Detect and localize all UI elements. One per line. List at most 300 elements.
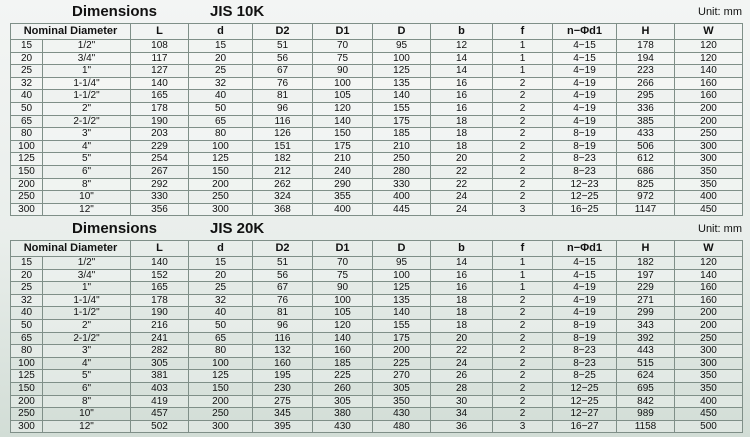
table-cell: 200 <box>675 319 743 332</box>
table-cell: 4−19 <box>553 307 617 320</box>
table-cell: 300 <box>675 153 743 166</box>
section-title: Dimensions <box>72 220 158 237</box>
table-cell: 2 <box>493 307 553 320</box>
table-cell: 1 <box>493 269 553 282</box>
table-cell: 117 <box>131 52 189 65</box>
table-cell: 70 <box>313 40 373 53</box>
jis-20k-title-row <box>0 217 750 240</box>
column-header: W <box>675 24 743 40</box>
table-cell: 400 <box>675 191 743 204</box>
table-cell: 25 <box>11 65 43 78</box>
table-cell: 175 <box>373 332 431 345</box>
table-cell: 100 <box>11 140 43 153</box>
table-row <box>11 269 743 282</box>
table-cell: 160 <box>675 282 743 295</box>
column-header: Nominal Diameter <box>11 241 131 257</box>
table-cell: 125 <box>189 370 253 383</box>
table-cell: 250 <box>373 153 431 166</box>
table-row <box>11 319 743 332</box>
table-cell: 150 <box>11 382 43 395</box>
column-header: D2 <box>253 241 313 257</box>
table-cell: 108 <box>131 40 189 53</box>
table-cell: 160 <box>253 357 313 370</box>
table-cell: 350 <box>675 178 743 191</box>
table-cell: 2 <box>493 191 553 204</box>
table-cell: 12 <box>431 40 493 53</box>
table-cell: 132 <box>253 345 313 358</box>
table-cell: 18 <box>431 128 493 141</box>
table-cell: 25 <box>189 282 253 295</box>
column-header: Nominal Diameter <box>11 24 131 40</box>
table-cell: 4−19 <box>553 65 617 78</box>
table-cell: 90 <box>313 282 373 295</box>
table-cell: 3" <box>43 128 131 141</box>
table-cell: 12−25 <box>553 382 617 395</box>
table-cell: 1" <box>43 282 131 295</box>
table-cell: 4−15 <box>553 257 617 270</box>
table-cell: 34 <box>431 408 493 421</box>
table-cell: 15 <box>11 257 43 270</box>
table-cell: 216 <box>131 319 189 332</box>
table-cell: 300 <box>189 420 253 433</box>
table-cell: 2 <box>493 345 553 358</box>
table-cell: 695 <box>617 382 675 395</box>
table-cell: 350 <box>675 382 743 395</box>
table-cell: 419 <box>131 395 189 408</box>
table-cell: 8" <box>43 178 131 191</box>
table-row <box>11 203 743 216</box>
table-cell: 140 <box>373 307 431 320</box>
table-cell: 5" <box>43 153 131 166</box>
table-cell: 1-1/4" <box>43 77 131 90</box>
table-cell: 8−23 <box>553 357 617 370</box>
table-cell: 125 <box>11 153 43 166</box>
table-cell: 2 <box>493 165 553 178</box>
table-cell: 20 <box>431 153 493 166</box>
table-cell: 151 <box>253 140 313 153</box>
table-cell: 18 <box>431 307 493 320</box>
table-cell: 2 <box>493 382 553 395</box>
column-header: L <box>131 241 189 257</box>
table-cell: 155 <box>373 102 431 115</box>
table-cell: 12−23 <box>553 178 617 191</box>
table-cell: 32 <box>11 294 43 307</box>
table-row <box>11 115 743 128</box>
table-cell: 32 <box>189 294 253 307</box>
table-cell: 12−25 <box>553 191 617 204</box>
table-cell: 6" <box>43 382 131 395</box>
table-cell: 8−23 <box>553 165 617 178</box>
table-cell: 200 <box>11 395 43 408</box>
table-cell: 2 <box>493 178 553 191</box>
table-cell: 299 <box>617 307 675 320</box>
table-cell: 140 <box>675 65 743 78</box>
table-cell: 56 <box>253 269 313 282</box>
column-header: D <box>373 24 431 40</box>
table-cell: 16 <box>431 102 493 115</box>
table-cell: 4−15 <box>553 269 617 282</box>
table-cell: 336 <box>617 102 675 115</box>
table-cell: 686 <box>617 165 675 178</box>
table-cell: 120 <box>313 102 373 115</box>
table-cell: 330 <box>373 178 431 191</box>
jis-10k-table <box>10 23 743 216</box>
table-cell: 305 <box>373 382 431 395</box>
table-cell: 2 <box>493 77 553 90</box>
table-cell: 612 <box>617 153 675 166</box>
table-cell: 8−19 <box>553 319 617 332</box>
table-cell: 182 <box>617 257 675 270</box>
column-header: f <box>493 241 553 257</box>
table-cell: 4" <box>43 357 131 370</box>
table-cell: 3/4" <box>43 52 131 65</box>
table-cell: 1/2" <box>43 257 131 270</box>
table-row <box>11 65 743 78</box>
jis-20k-table <box>10 240 743 433</box>
table-cell: 210 <box>313 153 373 166</box>
table-cell: 26 <box>431 370 493 383</box>
table-cell: 450 <box>675 408 743 421</box>
table-cell: 305 <box>313 395 373 408</box>
table-cell: 67 <box>253 65 313 78</box>
table-cell: 330 <box>131 191 189 204</box>
table-cell: 395 <box>253 420 313 433</box>
table-cell: 16 <box>431 90 493 103</box>
table-cell: 433 <box>617 128 675 141</box>
table-cell: 324 <box>253 191 313 204</box>
table-cell: 4−19 <box>553 77 617 90</box>
column-header: D2 <box>253 24 313 40</box>
table-cell: 4−19 <box>553 115 617 128</box>
table-cell: 2 <box>493 395 553 408</box>
table-cell: 40 <box>189 90 253 103</box>
table-cell: 20 <box>11 269 43 282</box>
table-cell: 75 <box>313 52 373 65</box>
table-cell: 51 <box>253 257 313 270</box>
table-cell: 22 <box>431 345 493 358</box>
table-cell: 267 <box>131 165 189 178</box>
table-cell: 229 <box>617 282 675 295</box>
unit-label: Unit: mm <box>698 223 742 235</box>
table-cell: 65 <box>11 115 43 128</box>
table-cell: 445 <box>373 203 431 216</box>
table-cell: 127 <box>131 65 189 78</box>
table-cell: 140 <box>131 77 189 90</box>
table-cell: 2 <box>493 408 553 421</box>
table-cell: 81 <box>253 90 313 103</box>
table-cell: 3 <box>493 203 553 216</box>
table-cell: 81 <box>253 307 313 320</box>
table-cell: 2" <box>43 102 131 115</box>
table-row <box>11 40 743 53</box>
table-cell: 250 <box>189 191 253 204</box>
table-row <box>11 382 743 395</box>
table-cell: 65 <box>189 332 253 345</box>
table-cell: 260 <box>313 382 373 395</box>
table-cell: 8−19 <box>553 140 617 153</box>
table-cell: 80 <box>11 128 43 141</box>
table-row <box>11 178 743 191</box>
table-cell: 120 <box>313 319 373 332</box>
table-cell: 200 <box>675 115 743 128</box>
table-cell: 250 <box>675 128 743 141</box>
table-cell: 140 <box>131 257 189 270</box>
table-cell: 120 <box>675 52 743 65</box>
table-cell: 25 <box>189 65 253 78</box>
table-cell: 25 <box>11 282 43 295</box>
table-cell: 8−23 <box>553 345 617 358</box>
table-cell: 24 <box>431 357 493 370</box>
table-row <box>11 345 743 358</box>
table-cell: 185 <box>313 357 373 370</box>
table-cell: 6" <box>43 165 131 178</box>
table-cell: 105 <box>313 307 373 320</box>
table-cell: 90 <box>313 65 373 78</box>
table-cell: 8−23 <box>553 153 617 166</box>
table-cell: 100 <box>189 357 253 370</box>
column-header: d <box>189 241 253 257</box>
column-header: L <box>131 24 189 40</box>
table-cell: 32 <box>11 77 43 90</box>
table-cell: 972 <box>617 191 675 204</box>
table-cell: 65 <box>11 332 43 345</box>
table-cell: 3" <box>43 345 131 358</box>
table-cell: 4−19 <box>553 294 617 307</box>
table-cell: 160 <box>675 77 743 90</box>
table-cell: 8−19 <box>553 128 617 141</box>
table-cell: 400 <box>675 395 743 408</box>
table-cell: 18 <box>431 294 493 307</box>
table-cell: 1147 <box>617 203 675 216</box>
table-cell: 250 <box>189 408 253 421</box>
section-title: Dimensions <box>72 3 158 20</box>
table-cell: 500 <box>675 420 743 433</box>
table-cell: 200 <box>675 102 743 115</box>
table-cell: 100 <box>11 357 43 370</box>
table-cell: 120 <box>675 257 743 270</box>
table-cell: 225 <box>313 370 373 383</box>
table-cell: 480 <box>373 420 431 433</box>
table-cell: 270 <box>373 370 431 383</box>
table-cell: 4−15 <box>553 52 617 65</box>
table-cell: 190 <box>131 115 189 128</box>
table-cell: 67 <box>253 282 313 295</box>
table-row <box>11 77 743 90</box>
table-cell: 502 <box>131 420 189 433</box>
table-cell: 200 <box>11 178 43 191</box>
table-cell: 185 <box>373 128 431 141</box>
table-cell: 28 <box>431 382 493 395</box>
table-cell: 200 <box>189 395 253 408</box>
table-cell: 96 <box>253 102 313 115</box>
table-cell: 12" <box>43 420 131 433</box>
table-cell: 50 <box>189 102 253 115</box>
table-cell: 8−19 <box>553 332 617 345</box>
table-cell: 76 <box>253 294 313 307</box>
table-cell: 842 <box>617 395 675 408</box>
jis-10k-title-row <box>0 0 750 23</box>
table-cell: 65 <box>189 115 253 128</box>
table-cell: 12−25 <box>553 395 617 408</box>
table-row <box>11 357 743 370</box>
table-cell: 120 <box>675 40 743 53</box>
table-cell: 203 <box>131 128 189 141</box>
table-cell: 160 <box>675 294 743 307</box>
table-row <box>11 370 743 383</box>
table-cell: 22 <box>431 178 493 191</box>
table-cell: 292 <box>131 178 189 191</box>
table-cell: 282 <box>131 345 189 358</box>
table-cell: 1" <box>43 65 131 78</box>
table-cell: 140 <box>675 269 743 282</box>
table-cell: 403 <box>131 382 189 395</box>
table-cell: 345 <box>253 408 313 421</box>
table-row <box>11 307 743 320</box>
table-cell: 140 <box>313 115 373 128</box>
table-cell: 175 <box>313 140 373 153</box>
header-row <box>11 241 743 257</box>
table-cell: 2 <box>493 90 553 103</box>
table-cell: 14 <box>431 65 493 78</box>
table-cell: 76 <box>253 77 313 90</box>
table-cell: 155 <box>373 319 431 332</box>
table-cell: 4−19 <box>553 90 617 103</box>
table-cell: 230 <box>253 382 313 395</box>
jis-10k-section <box>0 0 750 215</box>
table-cell: 100 <box>313 77 373 90</box>
column-header: n−Φd1 <box>553 241 617 257</box>
table-cell: 1-1/2" <box>43 307 131 320</box>
table-cell: 212 <box>253 165 313 178</box>
column-header: D1 <box>313 24 373 40</box>
table-cell: 350 <box>373 395 431 408</box>
table-cell: 56 <box>253 52 313 65</box>
table-cell: 22 <box>431 165 493 178</box>
table-cell: 290 <box>313 178 373 191</box>
table-cell: 95 <box>373 257 431 270</box>
table-cell: 300 <box>11 203 43 216</box>
table-cell: 100 <box>373 52 431 65</box>
table-row <box>11 257 743 270</box>
table-cell: 160 <box>313 345 373 358</box>
table-cell: 160 <box>675 90 743 103</box>
table-cell: 254 <box>131 153 189 166</box>
table-cell: 266 <box>617 77 675 90</box>
table-cell: 40 <box>189 307 253 320</box>
table-cell: 100 <box>373 269 431 282</box>
table-cell: 240 <box>313 165 373 178</box>
table-cell: 1-1/2" <box>43 90 131 103</box>
header-row <box>11 24 743 40</box>
table-cell: 105 <box>313 90 373 103</box>
table-row <box>11 420 743 433</box>
table-cell: 295 <box>617 90 675 103</box>
table-cell: 50 <box>189 319 253 332</box>
table-cell: 80 <box>11 345 43 358</box>
table-cell: 8−25 <box>553 370 617 383</box>
column-header: W <box>675 241 743 257</box>
table-cell: 135 <box>373 294 431 307</box>
table-cell: 1 <box>493 282 553 295</box>
table-cell: 16−27 <box>553 420 617 433</box>
table-cell: 1-1/4" <box>43 294 131 307</box>
column-header: D <box>373 241 431 257</box>
table-cell: 80 <box>189 345 253 358</box>
table-cell: 20 <box>189 52 253 65</box>
table-cell: 350 <box>675 370 743 383</box>
table-row <box>11 90 743 103</box>
table-cell: 178 <box>617 40 675 53</box>
table-cell: 355 <box>313 191 373 204</box>
table-cell: 1 <box>493 257 553 270</box>
table-cell: 16 <box>431 269 493 282</box>
table-cell: 300 <box>11 420 43 433</box>
table-cell: 80 <box>189 128 253 141</box>
table-cell: 300 <box>675 140 743 153</box>
table-cell: 182 <box>253 153 313 166</box>
table-cell: 36 <box>431 420 493 433</box>
table-cell: 150 <box>11 165 43 178</box>
table-cell: 300 <box>675 357 743 370</box>
table-cell: 197 <box>617 269 675 282</box>
table-cell: 400 <box>313 203 373 216</box>
table-cell: 443 <box>617 345 675 358</box>
table-cell: 275 <box>253 395 313 408</box>
table-cell: 2 <box>493 102 553 115</box>
table-cell: 30 <box>431 395 493 408</box>
table-cell: 5" <box>43 370 131 383</box>
table-cell: 506 <box>617 140 675 153</box>
table-cell: 4−19 <box>553 282 617 295</box>
table-cell: 2 <box>493 153 553 166</box>
table-cell: 165 <box>131 282 189 295</box>
table-cell: 343 <box>617 319 675 332</box>
table-cell: 300 <box>189 203 253 216</box>
table-cell: 195 <box>253 370 313 383</box>
table-cell: 450 <box>675 203 743 216</box>
table-cell: 200 <box>675 307 743 320</box>
table-cell: 150 <box>189 382 253 395</box>
table-cell: 1 <box>493 65 553 78</box>
table-cell: 381 <box>131 370 189 383</box>
table-cell: 10" <box>43 408 131 421</box>
table-cell: 2 <box>493 128 553 141</box>
table-cell: 125 <box>373 282 431 295</box>
table-cell: 989 <box>617 408 675 421</box>
table-cell: 241 <box>131 332 189 345</box>
table-cell: 2-1/2" <box>43 115 131 128</box>
table-cell: 18 <box>431 140 493 153</box>
table-cell: 457 <box>131 408 189 421</box>
table-cell: 305 <box>131 357 189 370</box>
table-cell: 150 <box>313 128 373 141</box>
column-header: H <box>617 241 675 257</box>
table-cell: 150 <box>189 165 253 178</box>
table-cell: 271 <box>617 294 675 307</box>
table-cell: 194 <box>617 52 675 65</box>
table-cell: 4" <box>43 140 131 153</box>
table-cell: 50 <box>11 319 43 332</box>
table-cell: 430 <box>373 408 431 421</box>
table-cell: 280 <box>373 165 431 178</box>
table-cell: 100 <box>189 140 253 153</box>
table-cell: 20 <box>431 332 493 345</box>
table-row <box>11 332 743 345</box>
table-row <box>11 153 743 166</box>
table-cell: 125 <box>11 370 43 383</box>
table-cell: 356 <box>131 203 189 216</box>
table-cell: 350 <box>675 165 743 178</box>
